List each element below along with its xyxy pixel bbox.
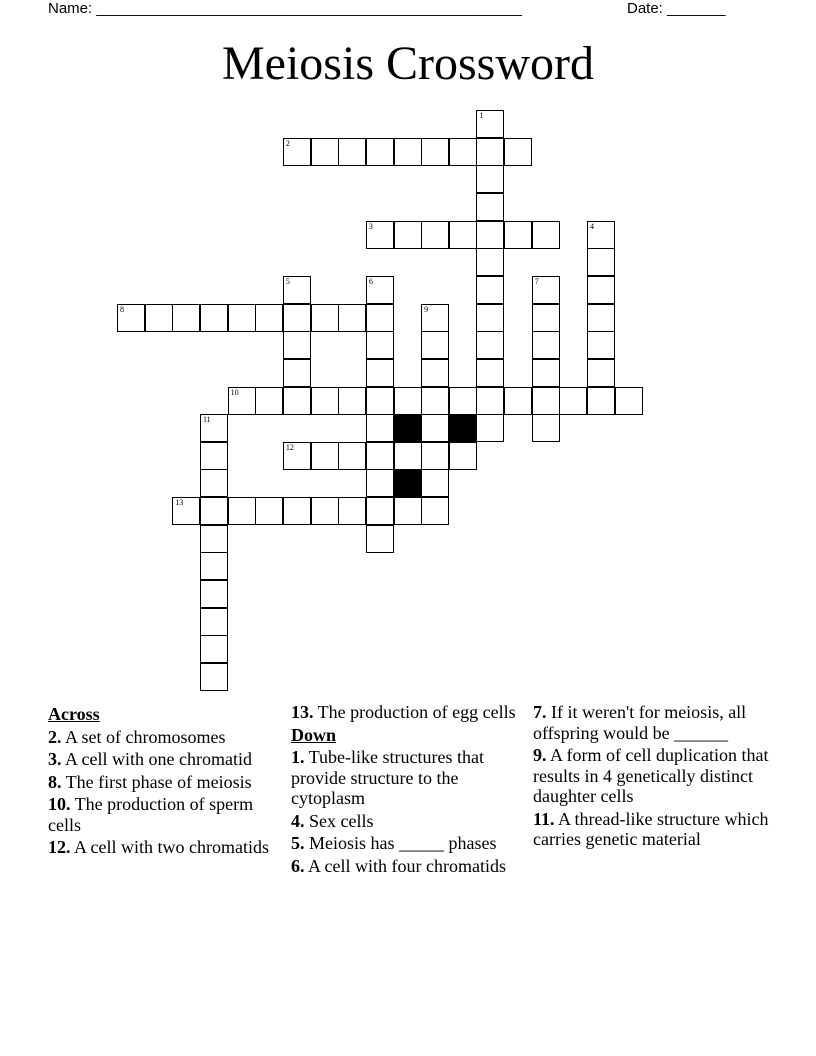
clue-item-text: The first phase of meiosis — [61, 771, 252, 792]
crossword-cell[interactable] — [283, 304, 311, 332]
crossword-cell[interactable] — [200, 442, 228, 470]
crossword-cell[interactable] — [394, 497, 422, 525]
clue-item-number: 2. — [48, 726, 62, 747]
clue-item-number: 10. — [48, 794, 71, 814]
clue-item — [533, 702, 773, 743]
crossword-cell[interactable] — [476, 276, 504, 304]
black-cell — [394, 414, 422, 442]
crossword-cell[interactable] — [476, 387, 504, 415]
crossword-cell[interactable] — [172, 304, 200, 332]
clue-item-number: 11. — [533, 808, 555, 829]
crossword-cell[interactable] — [255, 304, 283, 332]
clue-number: 8 — [120, 304, 124, 314]
page-title: Meiosis Crossword — [221, 37, 595, 90]
name-field-label[interactable]: Name: ___________________________________________________ — [48, 0, 522, 17]
crossword-cell[interactable] — [421, 469, 449, 497]
clue-item-number: 4. — [291, 810, 305, 831]
crossword-cell[interactable] — [532, 414, 560, 442]
crossword-cell[interactable] — [200, 580, 228, 608]
clue-item-number: 7. — [533, 702, 547, 722]
crossword-cell[interactable] — [338, 442, 366, 470]
crossword-cell[interactable] — [421, 304, 449, 332]
crossword-cell[interactable] — [587, 221, 615, 249]
crossword-cell[interactable] — [587, 248, 615, 276]
crossword-cell[interactable] — [145, 304, 173, 332]
crossword-cell[interactable] — [228, 497, 256, 525]
crossword-cell[interactable] — [366, 414, 394, 442]
crossword-cell[interactable] — [587, 387, 615, 415]
crossword-cell[interactable] — [421, 387, 449, 415]
clue-item-text: A form of cell duplication that results in 4 genetically distinct daughter cells — [533, 745, 769, 806]
crossword-cell[interactable] — [587, 304, 615, 332]
across-heading: Across — [48, 704, 100, 724]
crossword-cell[interactable] — [311, 497, 339, 525]
crossword-cell[interactable] — [200, 608, 228, 636]
clue-number: 3 — [368, 221, 373, 231]
crossword-cell[interactable] — [394, 442, 422, 470]
crossword-cell[interactable] — [421, 442, 449, 470]
crossword-cell[interactable] — [449, 442, 477, 470]
clue-number: 6 — [368, 276, 373, 286]
clue-item — [48, 794, 278, 835]
clue-item-number: 8. — [48, 771, 62, 792]
crossword-cell[interactable] — [200, 525, 228, 553]
clue-number: 7 — [534, 276, 539, 286]
crossword-cell[interactable] — [366, 304, 394, 332]
crossword-cell[interactable] — [587, 276, 615, 304]
crossword-cell[interactable] — [476, 138, 504, 166]
crossword-cell[interactable] — [255, 497, 283, 525]
crossword-cell[interactable] — [117, 304, 145, 332]
clue-item — [48, 727, 278, 748]
crossword-cell[interactable] — [476, 193, 504, 221]
clue-item-text: The production of sperm cells — [48, 794, 254, 835]
crossword-cell[interactable] — [366, 497, 394, 525]
clue-item — [291, 811, 531, 832]
clues-column-1 — [48, 702, 278, 860]
crossword-cell[interactable] — [283, 359, 311, 387]
crossword-cell[interactable] — [200, 304, 228, 332]
crossword-cell[interactable] — [476, 304, 504, 332]
clue-item-number: 5. — [291, 833, 305, 853]
clue-item — [48, 749, 278, 770]
crossword-cell[interactable] — [228, 304, 256, 332]
crossword-cell[interactable] — [532, 276, 560, 304]
clue-item-number: 12. — [48, 837, 71, 857]
crossword-cell[interactable] — [476, 165, 504, 193]
clue-item-text: A set of chromosomes — [61, 726, 226, 747]
clue-number: 4 — [590, 221, 595, 231]
clue-number: 10 — [230, 387, 239, 397]
crossword-cell[interactable] — [421, 221, 449, 249]
clue-item-text: Tube-like structures that provide structure to the cytoplasm — [291, 747, 484, 808]
crossword-cell[interactable] — [200, 497, 228, 525]
clue-item-number: 13. — [291, 702, 314, 722]
crossword-cell[interactable] — [587, 331, 615, 359]
crossword-cell[interactable] — [504, 138, 532, 166]
crossword-cell[interactable] — [283, 276, 311, 304]
clue-item — [291, 833, 531, 854]
crossword-cell[interactable] — [476, 110, 504, 138]
crossword-cell[interactable] — [366, 138, 394, 166]
crossword-cell[interactable] — [366, 221, 394, 249]
clue-item-number: 1. — [291, 747, 305, 767]
crossword-cell[interactable] — [200, 635, 228, 663]
clue-item — [533, 809, 773, 850]
crossword-cell[interactable] — [476, 414, 504, 442]
clue-item-text: The production of egg cells — [313, 702, 516, 722]
clue-item — [48, 772, 278, 793]
clue-number: 9 — [424, 304, 429, 314]
crossword-cell[interactable] — [200, 414, 228, 442]
crossword-cell[interactable] — [476, 331, 504, 359]
crossword-cell[interactable] — [421, 497, 449, 525]
clue-item-text: A cell with two chromatids — [70, 837, 269, 857]
crossword-cell[interactable] — [366, 525, 394, 553]
crossword-cell[interactable] — [366, 469, 394, 497]
clue-item — [291, 702, 531, 723]
black-cell — [449, 414, 477, 442]
crossword-cell[interactable] — [421, 359, 449, 387]
crossword-cell[interactable] — [311, 387, 339, 415]
clues-column-2 — [291, 702, 531, 878]
clue-item-number: 3. — [48, 749, 62, 769]
crossword-cell[interactable] — [366, 387, 394, 415]
crossword-cell[interactable] — [476, 248, 504, 276]
crossword-cell[interactable] — [311, 304, 339, 332]
crossword-cell[interactable] — [311, 138, 339, 166]
crossword-cell[interactable] — [200, 552, 228, 580]
clue-item — [291, 856, 531, 877]
crossword-cell[interactable] — [476, 359, 504, 387]
clue-number: 1 — [479, 111, 484, 120]
crossword-cell[interactable] — [394, 387, 422, 415]
clues-column-3 — [533, 702, 773, 852]
crossword-cell[interactable] — [532, 359, 560, 387]
crossword-cell[interactable] — [338, 304, 366, 332]
crossword-cell[interactable] — [394, 138, 422, 166]
crossword-cell[interactable] — [338, 387, 366, 415]
crossword-cell[interactable] — [228, 387, 256, 415]
crossword-cell[interactable] — [504, 387, 532, 415]
clue-item — [48, 837, 278, 858]
crossword-cell[interactable] — [421, 331, 449, 359]
crossword-cell[interactable] — [283, 387, 311, 415]
crossword-cell[interactable] — [366, 442, 394, 470]
clue-item — [291, 747, 531, 809]
crossword-cell[interactable] — [449, 221, 477, 249]
crossword-cell[interactable] — [449, 138, 477, 166]
date-field-label[interactable]: Date: _______ — [627, 0, 726, 17]
crossword-cell[interactable] — [283, 442, 311, 470]
crossword-cell[interactable] — [200, 663, 228, 691]
clue-number: 2 — [285, 138, 290, 148]
crossword-cell[interactable] — [338, 497, 366, 525]
clue-number: 12 — [285, 442, 294, 452]
crossword-cell[interactable] — [532, 221, 560, 249]
clue-number: 13 — [175, 498, 184, 508]
crossword-cell[interactable] — [255, 387, 283, 415]
crossword-cell[interactable] — [366, 331, 394, 359]
clue-item-text: A cell with four chromatids — [304, 855, 506, 876]
crossword-cell[interactable] — [532, 304, 560, 332]
crossword-cell[interactable] — [283, 497, 311, 525]
crossword-cell[interactable] — [366, 359, 394, 387]
clue-number: 11 — [202, 415, 211, 425]
crossword-cell[interactable] — [449, 387, 477, 415]
crossword-cell[interactable] — [615, 387, 643, 415]
clue-item-number: 6. — [291, 855, 305, 876]
crossword-cell[interactable] — [559, 387, 587, 415]
crossword-cell[interactable] — [421, 138, 449, 166]
crossword-cell[interactable] — [421, 414, 449, 442]
crossword-cell[interactable] — [283, 138, 311, 166]
crossword-cell[interactable] — [394, 221, 422, 249]
down-heading: Down — [291, 724, 337, 745]
crossword-cell[interactable] — [532, 387, 560, 415]
clue-item — [533, 745, 773, 807]
crossword-cell[interactable] — [338, 138, 366, 166]
clue-item-number: 9. — [533, 745, 547, 765]
crossword-cell[interactable] — [311, 442, 339, 470]
black-cell — [394, 469, 422, 497]
clue-item-text: If it weren't for meiosis, all offspring would be ______ — [533, 702, 747, 743]
clue-item-text: A thread-like structure which carries genetic material — [533, 808, 769, 849]
crossword-cell[interactable] — [366, 276, 394, 304]
clue-number: 5 — [285, 276, 290, 286]
crossword-cell[interactable] — [172, 497, 200, 525]
crossword-cell[interactable] — [283, 331, 311, 359]
crossword-cell[interactable] — [587, 359, 615, 387]
crossword-cell[interactable] — [504, 221, 532, 249]
clue-item-text: Sex cells — [304, 810, 374, 831]
clue-item-text: A cell with one chromatid — [61, 749, 252, 769]
clue-item-text: Meiosis has _____ phases — [304, 833, 497, 853]
crossword-cell[interactable] — [532, 331, 560, 359]
crossword-cell[interactable] — [476, 221, 504, 249]
crossword-cell[interactable] — [200, 469, 228, 497]
